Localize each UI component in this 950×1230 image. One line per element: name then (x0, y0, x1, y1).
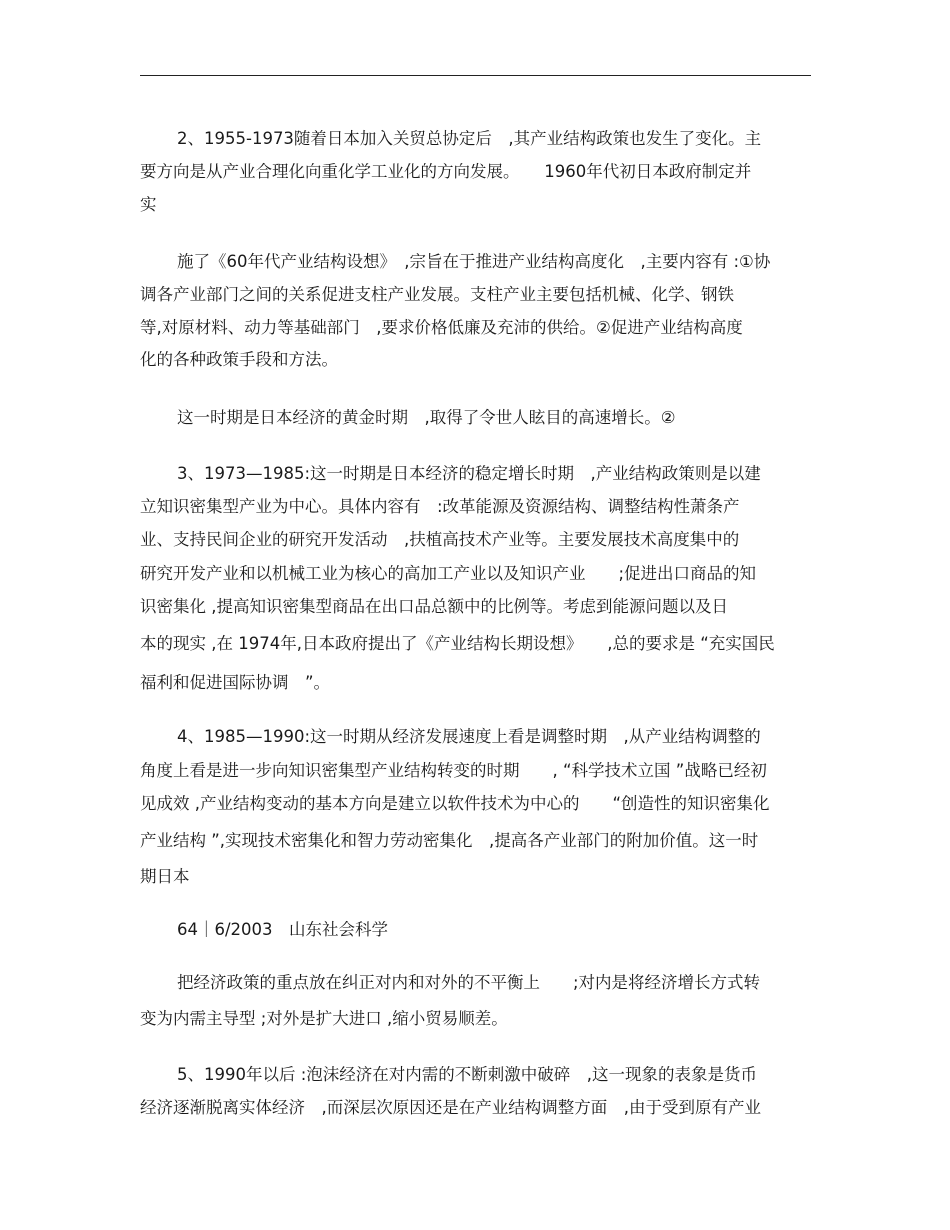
text-line: 调各产业部门之间的关系促进支柱产业发展。支柱产业主要包括机械、化学、钢铁 (140, 285, 734, 304)
text-line: 这一时期是日本经济的黄金时期 ,取得了令世人眩目的高速增长。② (177, 408, 676, 427)
text-line: 期日本 (140, 867, 190, 886)
journal-footer: 64｜6/2003 山东社会科学 (177, 920, 389, 939)
text-line: 经济逐渐脱离实体经济 ,而深层次原因还是在产业结构调整方面 ,由于受到原有产业 (140, 1098, 761, 1117)
text-line: 要方向是从产业合理化向重化学工业化的方向发展。 1960年代初日本政府制定并 (140, 162, 752, 181)
text-line: 4、1985—1990:这一时期从经济发展速度上看是调整时期 ,从产业结构调整的 (177, 727, 761, 746)
text-line: 见成效 ,产业结构变动的基本方向是建立以软件技术为中心的 “创造性的知识密集化 (140, 794, 770, 813)
text-line: 实 (140, 195, 157, 214)
text-line: 识密集化 ,提高知识密集型商品在出口品总额中的比例等。考虑到能源问题以及日 (140, 597, 728, 616)
text-line: 3、1973—1985:这一时期是日本经济的稳定增长时期 ,产业结构政策则是以建 (177, 464, 761, 483)
text-line: 研究开发产业和以机械工业为核心的高加工产业以及知识产业 ;促进出口商品的知 (140, 564, 757, 583)
text-line: 变为内需主导型 ;对外是扩大进口 ,缩小贸易顺差。 (140, 1009, 508, 1028)
text-line: 产业结构 ”,实现技术密集化和智力劳动密集化 ,提高各产业部门的附加价值。这一时 (140, 831, 759, 850)
text-line: 业、支持民间企业的研究开发活动 ,扶植高技术产业等。主要发展技术高度集中的 (140, 530, 740, 549)
text-line: 福利和促进国际协调 ”。 (140, 673, 331, 692)
text-line: 2、1955-1973随着日本加入关贸总协定后 ,其产业结构政策也发生了变化。主 (177, 129, 762, 148)
header-rule (140, 75, 811, 76)
text-line: 角度上看是进一步向知识密集型产业结构转变的时期 , “科学技术立国 ”战略已经初 (140, 761, 767, 780)
text-line: 施了《60年代产业结构设想》 ,宗旨在于推进产业结构高度化 ,主要内容有 :①协 (177, 252, 771, 271)
text-line: 本的现实 ,在 1974年,日本政府提出了《产业结构长期设想》 ,总的要求是 “充实国民 (140, 634, 775, 653)
text-line: 化的各种政策手段和方法。 (140, 350, 338, 369)
text-line: 立知识密集型产业为中心。具体内容有 :改革能源及资源结构、调整结构性萧条产 (140, 497, 740, 516)
text-line: 把经济政策的重点放在纠正对内和对外的不平衡上 ;对内是将经济增长方式转 (177, 973, 761, 992)
text-line: 等,对原材料、动力等基础部门 ,要求价格低廉及充沛的供给。②促进产业结构高度 (140, 318, 743, 337)
text-line: 5、1990年以后 :泡沫经济在对内需的不断刺激中破碎 ,这一现象的表象是货币 (177, 1065, 758, 1084)
